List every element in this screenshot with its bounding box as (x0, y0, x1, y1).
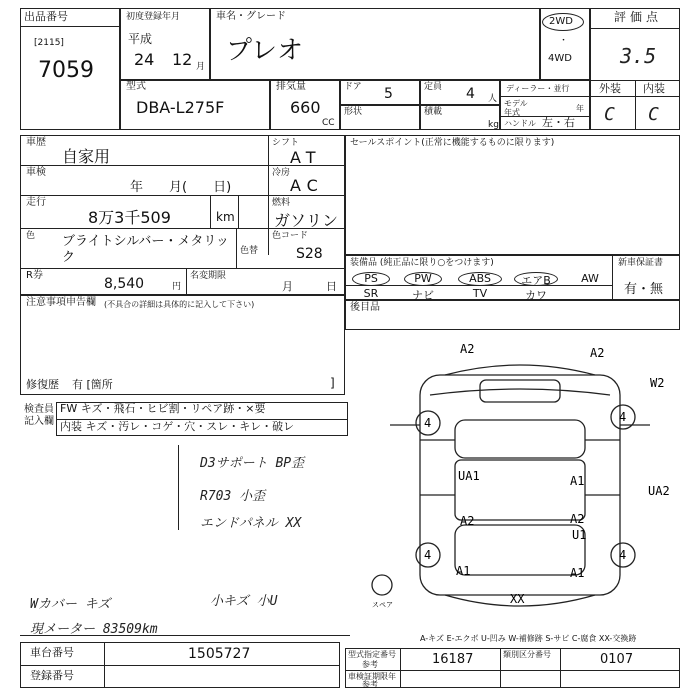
mark-4-rr: 4 (619, 548, 627, 562)
load-label: 積載 (424, 107, 443, 117)
yen-unit: 円 (172, 282, 182, 292)
mark-a1-right: A1 (570, 474, 585, 488)
interior-grade: C (648, 104, 659, 125)
mark-a2-right: A2 (590, 346, 605, 360)
repair-label: 修復歴 (26, 378, 59, 391)
era: 平成 (128, 32, 153, 46)
drive-4wd: 4WD (548, 53, 572, 64)
score-label: 評価点 (614, 10, 663, 24)
aircon-label: 冷房 (272, 168, 291, 178)
hand-note-3: エンドパネル XX (200, 516, 302, 531)
notes-sub: (不具合の詳細は具体的に記入して下さい) (104, 300, 255, 309)
reg-year: 24 (134, 50, 155, 69)
color-label: 色 (26, 231, 36, 241)
mark-4-rl: 4 (424, 548, 432, 562)
car-diagram (360, 335, 690, 625)
model-spec-value: 16187 (432, 652, 474, 667)
car-name: プレオ (226, 36, 303, 66)
mark-4-fl: 4 (424, 416, 432, 430)
drive-dot: ・ (559, 36, 569, 46)
mark-ua2: UA2 (648, 484, 670, 498)
door-label: ドア (344, 82, 362, 92)
lot-number: 7059 (38, 58, 94, 83)
km-unit: km (216, 210, 235, 224)
capacity-value: 4 (466, 86, 475, 102)
model-spec-label: 型式指定番号 (348, 650, 396, 659)
equip-aw: AW (581, 272, 599, 285)
equip-sr: SR (363, 287, 379, 300)
spare-label: スペア (372, 601, 393, 609)
model-label: 型式 (126, 81, 146, 92)
model-year-label: モデル年式 (504, 99, 528, 117)
kg-unit: kg (488, 120, 499, 130)
first-reg-label: 初度登録年月 (126, 12, 181, 22)
equip-navi: ナビ (412, 289, 434, 302)
sales-point-label: セールスポイント(正常に機能するものに限ります) (350, 138, 555, 148)
month-unit: 月 (196, 62, 206, 72)
equipment-label: 装備品 (純正品に限り○をつけます) (350, 258, 494, 268)
color-value: ブライトシルバー・メタリック (62, 234, 229, 265)
mark-u1: U1 (572, 528, 587, 542)
score-value: 3.5 (620, 44, 657, 68)
aircon-value: AC (290, 176, 324, 195)
warranty-value: 有・無 (624, 282, 664, 297)
repaint-label: 色替 (240, 246, 259, 256)
mileage-value: 8万3千509 (88, 208, 171, 227)
mark-a1-rear-left: A1 (456, 564, 471, 578)
name-change-unit: 月 日 (282, 280, 337, 293)
inspection-label: 車検 (26, 167, 46, 178)
hand-mileage-note: 現メーター 83509km (30, 622, 158, 637)
category-value: 0107 (600, 652, 634, 667)
dealer-label: ディーラー・並行 (506, 84, 570, 93)
model-value: DBA-L275F (136, 98, 225, 117)
shift-label: シフト (272, 138, 300, 148)
displacement-value: 660 (290, 98, 321, 117)
shape-label: 形状 (344, 107, 363, 117)
equip-airbag: エアB (521, 274, 551, 287)
name-change-label: 名変期限 (190, 271, 227, 281)
fuel-value: ガソリン (274, 211, 339, 230)
hand-note-5: 小キズ 小U (210, 594, 278, 609)
mark-4-fr: 4 (619, 410, 627, 424)
ref2-label: 参考 (362, 680, 378, 689)
equip-pw: PW (414, 272, 432, 285)
ref-label: 参考 (362, 660, 378, 669)
hand-note-2: R703 小歪 (200, 489, 266, 504)
damage-legend: A-キズ E-エクボ U-凹み W-補修跡 S-サビ C-腐食 XX-交換跡 (420, 634, 637, 643)
inspector-label: 検査員記入欄 (24, 404, 54, 427)
equip-tv: TV (472, 287, 488, 300)
notes-label: 注意事項申告欄 (26, 297, 96, 308)
history-label: 車歴 (26, 137, 46, 148)
name-label: 車名・グレード (216, 11, 286, 22)
equip-ps: PS (364, 272, 378, 285)
exterior-row: FW キズ・飛石・ヒビ割・リペア跡・×要 (60, 402, 266, 415)
fuel-label: 燃料 (272, 198, 291, 208)
hand-note-4: Wカバー キズ (30, 597, 111, 612)
exterior-label: 外装 (599, 82, 621, 95)
recycle-value: 8,540 (104, 276, 145, 292)
cc-unit: CC (322, 118, 335, 128)
chassis-label: 車台番号 (30, 646, 74, 659)
color-code-label: 色コード (272, 231, 309, 241)
category-label: 類別区分番号 (503, 650, 551, 659)
regcert-label: 車検証期限年 (348, 672, 396, 681)
handle-label: ハンドル (504, 119, 536, 128)
hand-note-1: D3サポート BP歪 (200, 456, 305, 471)
mark-a1-rear-right: A1 (570, 566, 585, 580)
repair-value: 有 [箇所 (72, 378, 113, 391)
mark-a2-left: A2 (460, 342, 475, 356)
warranty-label: 新車保証書 (618, 258, 664, 268)
registration-label: 登録番号 (30, 669, 74, 682)
door-value: 5 (384, 86, 393, 102)
lot-prefix: [2115] (34, 38, 64, 48)
handle-value: 左・右 (542, 116, 575, 129)
seats-label: 後目品 (350, 302, 380, 313)
notes-box (20, 295, 345, 395)
displacement-label: 排気量 (276, 81, 306, 92)
equip-abs: ABS (469, 272, 491, 285)
lot-label: 出品番号 (24, 10, 68, 23)
mark-a2-mid-left: A2 (460, 514, 475, 528)
interior-row: 内装 キズ・汚レ・コゲ・穴・スレ・キレ・破レ (60, 420, 295, 433)
mileage-label: 走行 (26, 197, 46, 208)
sales-point-box (345, 135, 680, 255)
year-unit: 年 (576, 104, 584, 113)
mark-ua1: UA1 (458, 469, 480, 483)
mark-w2: W2 (650, 376, 665, 390)
chassis-value: 1505727 (188, 646, 251, 662)
capacity-label: 定員 (424, 82, 443, 92)
interior-label: 内装 (643, 82, 665, 95)
history-value: 自家用 (62, 147, 111, 166)
reg-month: 12 (172, 50, 193, 69)
color-code-value: S28 (296, 246, 323, 262)
inspection-value: 年 月( 日) (130, 180, 232, 195)
person-unit: 人 (488, 94, 498, 104)
drive-2wd: 2WD (549, 16, 573, 27)
mark-a2-mid-right: A2 (570, 512, 585, 526)
mark-xx: XX (510, 592, 525, 606)
seats-box (345, 300, 680, 330)
exterior-grade: C (604, 104, 615, 125)
equip-leather: カワ (525, 289, 547, 302)
shift-value: AT (290, 148, 322, 167)
recycle-label: R券 (26, 270, 43, 281)
repair-bracket-close: ] (330, 376, 335, 390)
